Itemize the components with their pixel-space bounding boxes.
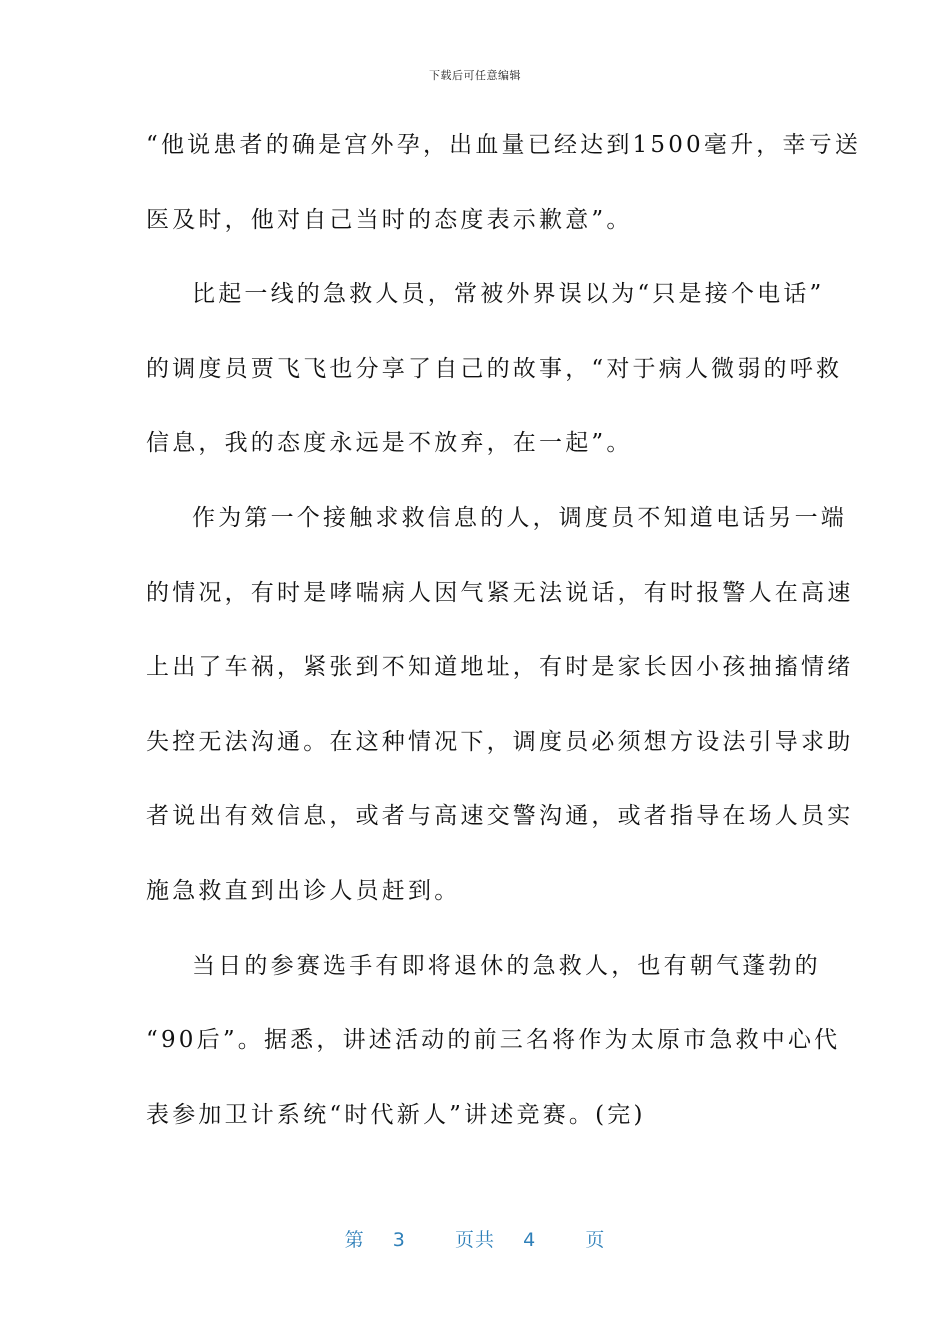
header-note: 下载后可任意编辑: [429, 69, 521, 82]
page-footer: [0, 1225, 950, 1252]
text-line: 表参加卫计系统“时代新人”讲述竞赛。(完): [146, 1102, 646, 1128]
footer-prefix: 第: [344, 1229, 365, 1251]
text-line: 的调度员贾飞飞也分享了自己的故事，“对于病人微弱的呼救: [146, 356, 843, 382]
text-line: 上出了车祸，紧张到不知道地址，有时是家长因小孩抽搐情绪: [146, 654, 854, 680]
text-line: 失控无法沟通。在这种情况下，调度员必须想方设法引导求助: [146, 729, 854, 755]
text-line: 者说出有效信息，或者与高速交警沟通，或者指导在场人员实: [146, 803, 854, 829]
text-line: 的情况，有时是哮喘病人因气紧无法说话，有时报警人在高速: [146, 580, 854, 606]
paragraph-start-line: 比起一线的急救人员，常被外界误以为“只是接个电话”: [192, 281, 825, 307]
text-line: 医及时，他对自己当时的态度表示歉意”。: [146, 207, 633, 233]
text-line: “他说患者的确是宫外孕，出血量已经达到1500毫升，幸亏送: [146, 132, 862, 158]
paragraph-start-line: 作为第一个接触求救信息的人，调度员不知道电话另一端: [192, 505, 847, 531]
footer-current-page: 3: [392, 1229, 406, 1251]
text-line: “90后”。据悉，讲述活动的前三名将作为太原市急救中心代: [146, 1027, 841, 1053]
paragraph-start-line: 当日的参赛选手有即将退休的急救人，也有朝气蓬勃的: [192, 953, 821, 979]
footer-suffix: 页: [585, 1229, 606, 1251]
footer-total-pages: 4: [523, 1229, 537, 1251]
text-line: 信息，我的态度永远是不放弃，在一起”。: [146, 430, 633, 456]
footer-middle: 页共: [454, 1229, 495, 1251]
text-line: 施急救直到出诊人员赶到。: [146, 878, 461, 904]
